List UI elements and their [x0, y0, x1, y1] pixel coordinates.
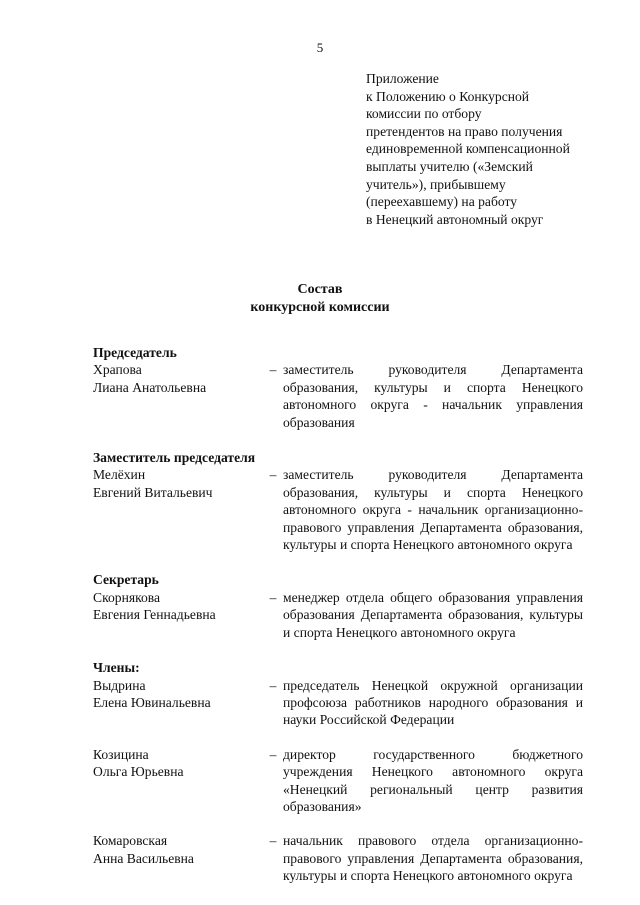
appendix-note: [366, 70, 596, 228]
dash-separator: –: [269, 746, 277, 762]
member-duty: директор государственного бюджетного учреждения Ненецкого автономного округа «Ненецкий региональный центр развития образования»: [283, 746, 583, 814]
member-name: [93, 746, 263, 816]
member-duty: менеджер отдела общего образования управления образования Департамента образования, культуры и спорта Ненецкого автономного округа: [283, 589, 583, 640]
dash-separator: –: [269, 833, 277, 849]
appendix-line: выплаты учителю («Земский: [366, 158, 533, 174]
title-line-1: Состав: [297, 282, 343, 297]
member-name: [93, 466, 263, 553]
member-duty: заместитель руководителя Департамента образования, культуры и спорта Ненецкого автономного округа - начальник организационно-правового управления Департамента образования, культуры и спорта Ненецкого автономного округа: [283, 467, 583, 553]
member-row: [93, 361, 593, 431]
appendix-line: комиссии по отбору: [366, 106, 482, 122]
dash-separator: –: [269, 589, 277, 605]
commission-list: [93, 344, 593, 885]
appendix-line: в Ненецкий автономный округ: [366, 211, 544, 227]
title-line-2: конкурсной комиссии: [250, 300, 390, 315]
member-row: [93, 746, 593, 816]
appendix-line: (переехавшему) на работу: [366, 194, 518, 210]
group-members: [93, 659, 593, 884]
appendix-line: претендентов на право получения: [366, 123, 563, 139]
member-row: [93, 677, 593, 729]
member-duty: заместитель руководителя Департамента образования, культуры и спорта Ненецкого автономного округа - начальник управления образования: [283, 362, 583, 430]
member-surname: Козицина: [93, 746, 149, 762]
member-name: [93, 589, 263, 641]
member-given-name: Елена Ювинальевна: [93, 694, 211, 710]
member-surname: Выдрина: [93, 677, 146, 693]
group-chairman: [93, 344, 593, 431]
member-duty: начальник правового отдела организационно-правового управления Департамента образования, культуры и спорта Ненецкого автономного округа: [283, 833, 583, 884]
dash-separator: –: [269, 677, 277, 693]
appendix-line: учитель»), прибывшему: [366, 176, 506, 192]
group-heading: Секретарь: [93, 572, 159, 588]
member-given-name: Евгения Геннадьевна: [93, 607, 216, 623]
appendix-line: Приложение: [366, 71, 439, 86]
dash-separator: –: [269, 467, 277, 483]
member-surname: Мелёхин: [93, 467, 146, 483]
page-number: 5: [316, 40, 324, 55]
member-name: [93, 361, 263, 431]
group-heading: Заместитель председателя: [93, 450, 256, 466]
member-given-name: Анна Васильевна: [93, 850, 194, 866]
member-name: [93, 677, 263, 729]
appendix-line: единовременной компенсационной: [366, 141, 570, 157]
member-row: [93, 589, 593, 641]
member-given-name: Ольга Юрьевна: [93, 764, 184, 780]
member-surname: Скорнякова: [93, 589, 161, 605]
group-secretary: [93, 571, 593, 641]
dash-separator: –: [269, 362, 277, 378]
member-given-name: Лиана Анатольевна: [93, 379, 207, 395]
group-heading: Председатель: [93, 345, 177, 360]
document-title: [0, 281, 640, 317]
member-surname: Комаровская: [93, 833, 168, 849]
member-row: [93, 466, 593, 553]
member-duty: председатель Ненецкой окружной организации профсоюза работников народного образования и науки Российской Федерации: [283, 677, 583, 728]
member-row: [93, 832, 593, 884]
member-surname: Храпова: [93, 362, 142, 378]
group-deputy-chairman: [93, 449, 593, 553]
member-given-name: Евгений Витальевич: [93, 484, 213, 500]
appendix-line: к Положению о Конкурсной: [366, 88, 530, 104]
member-name: [93, 832, 263, 884]
group-heading: Члены:: [93, 660, 140, 676]
